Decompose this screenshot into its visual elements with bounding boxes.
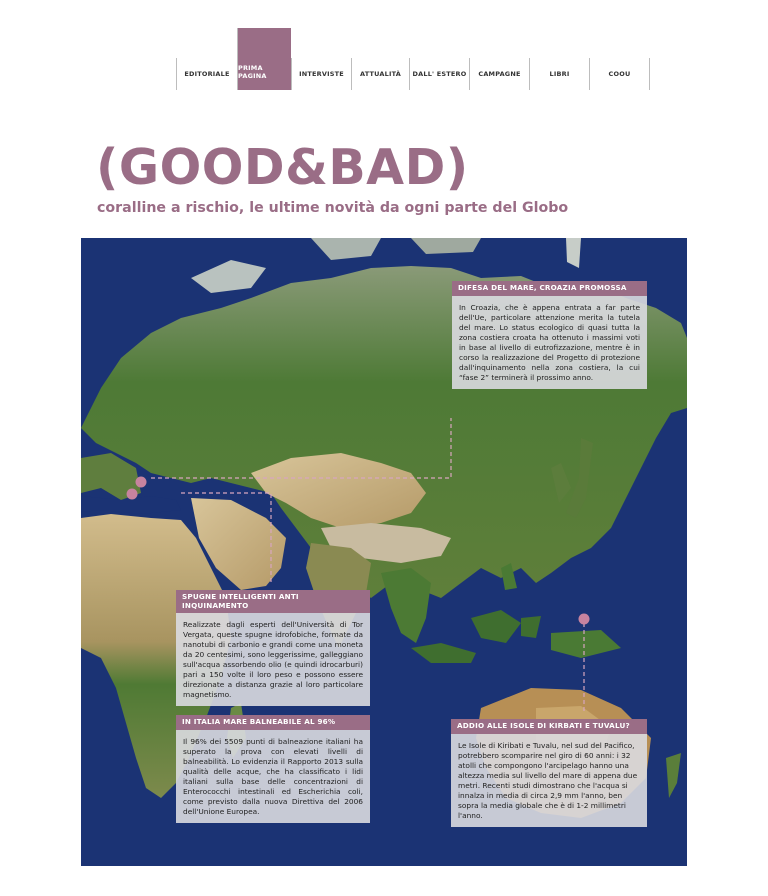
arctic-island-3: [411, 238, 481, 254]
top-navigation: [176, 58, 650, 90]
borneo-island: [471, 610, 521, 643]
infobox-italia-body: Il 96% dei 5509 punti di balneazione italiani ha superato la prova con elevati livelli di balneabilità. Lo evidenzia il Rapporto 2013 sulla qualità delle acque, che ha classificato i lidi italiani sulla base delle concentrazioni di Enterococchi intestinali ed Escherichia coli, come previsto dalla nuova Direttiva del 2006 dell'Unione Europea.: [183, 736, 363, 816]
southeast-asia: [381, 568, 431, 643]
arctic-island-4: [566, 238, 581, 268]
marker-croazia: [136, 477, 147, 488]
infobox-italia-title: IN ITALIA MARE BALNEABILE AL 96%: [176, 715, 370, 730]
page-subtitle: coralline a rischio, le ultime novità da ogni parte del Globo: [97, 200, 569, 216]
nav-item-attualita[interactable]: ATTUALITÀ: [351, 58, 409, 90]
nav-item-campagne[interactable]: CAMPAGNE: [469, 58, 529, 90]
nav-item-prima-pagina[interactable]: PRIMA PAGINA: [237, 28, 291, 90]
infobox-croazia: [452, 281, 647, 389]
arctic-island-2: [311, 238, 381, 260]
marker-italia: [127, 489, 138, 500]
sumatra-java: [411, 643, 476, 663]
nav-item-interviste[interactable]: INTERVISTE: [291, 58, 351, 90]
sulawesi-island: [521, 616, 541, 638]
arctic-island-1: [191, 260, 266, 293]
infobox-croazia-body: In Croazia, che è appena entrata a far parte dell'Ue, particolare attenzione merita la tutela del mare. Lo status ecologico di quasi tutta la zona costiera croata ha ottenuto i massimi voti in base al livello di eutrofizzazione, mentre è in corso la realizzazione del Progetto di protezione dall'inquinamento nella zona costiera, la cui “fase 2” terminerà il prossimo anno.: [459, 302, 640, 382]
nav-item-libri[interactable]: LIBRI: [529, 58, 589, 90]
infobox-kiribati-body: Le Isole di Kiribati e Tuvalu, nel sud del Pacifico, potrebbero scomparire nel giro di 60 anni: i 32 atolli che compongono l'arcipelago hanno una altezza media sul livello del mare di appena due metri. Recenti studi dimostrano che l'acqua si innalza in media di circa 2,9 mm l'anno, ben sopra la media globale che è di 1-2 millimetri l'anno.: [458, 740, 638, 820]
infobox-spugne-title: SPUGNE INTELLIGENTI ANTI INQUINAMENTO: [176, 590, 370, 613]
nav-item-coou[interactable]: COOU: [589, 58, 650, 90]
new-zealand: [666, 753, 681, 798]
new-guinea-island: [551, 630, 621, 658]
infobox-italia: [176, 715, 370, 823]
marker-kiribati: [579, 614, 590, 625]
nav-item-dall-estero[interactable]: DALL' ESTERO: [409, 58, 469, 90]
infobox-kiribati-title: ADDIO ALLE ISOLE DI KIRBATI E TUVALU?: [451, 719, 647, 734]
page-title: (GOOD&BAD): [96, 139, 469, 196]
infobox-croazia-title: DIFESA DEL MARE, CROAZIA PROMOSSA: [452, 281, 647, 296]
infobox-kiribati: [451, 719, 647, 827]
nav-item-editoriale[interactable]: EDITORIALE: [176, 58, 237, 90]
infobox-spugne: [176, 590, 370, 706]
infobox-spugne-body: Realizzate dagli esperti dell'Università di Tor Vergata, queste spugne idrofobiche, formate da nanotubi di carbonio e grandi come una moneta da 20 centesimi, sono leggerissime, galleggiano sull'acqua assorbendo olio (e quindi idrocarburi) pari a 150 volte il loro peso e possono essere direzionate a distanza grazie al loro particolare magnetismo.: [183, 620, 363, 700]
